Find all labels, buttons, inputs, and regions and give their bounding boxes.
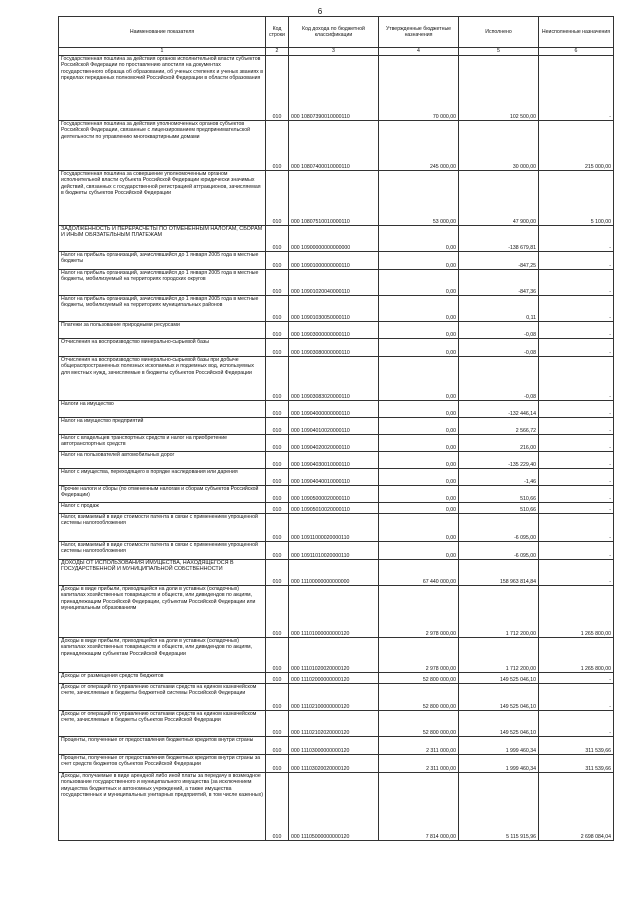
row-line-code: 010: [266, 56, 289, 121]
row-unexecuted: -: [539, 401, 614, 418]
row-income-code: 000 10904000000000110: [289, 401, 379, 418]
row-line-code: 010: [266, 469, 289, 486]
row-approved: 2 311 000,00: [379, 737, 459, 755]
row-approved: 0,00: [379, 452, 459, 469]
row-income-code: 000 10807390010000110: [289, 56, 379, 121]
row-income-code: 000 10904010020000110: [289, 418, 379, 435]
row-executed: -6 095,00: [459, 542, 539, 560]
row-executed: -847,36: [459, 270, 539, 296]
row-executed: -6 095,00: [459, 514, 539, 542]
row-executed: 149 525 046,10: [459, 684, 539, 711]
row-executed: 30 000,00: [459, 121, 539, 171]
table-row: [59, 711, 614, 737]
table-row: [59, 357, 614, 401]
row-income-code: 000 10900000000000000: [289, 226, 379, 252]
row-approved: 0,00: [379, 486, 459, 503]
row-unexecuted: 1 265 800,00: [539, 638, 614, 673]
table-row: [59, 542, 614, 560]
table-row: [59, 469, 614, 486]
row-approved: 53 000,00: [379, 171, 459, 226]
row-approved: 70 000,00: [379, 56, 459, 121]
row-income-code: 000 11101000000000120: [289, 586, 379, 638]
column-number: 4: [379, 48, 459, 56]
header-unexecuted: Неисполненные назначения: [539, 17, 614, 48]
row-name: Налог с владельцев транспортных средств и налог на приобретение автотранспортных средств: [59, 435, 266, 452]
row-approved: 0,00: [379, 339, 459, 357]
row-approved: 52 800 000,00: [379, 711, 459, 737]
row-unexecuted: -: [539, 469, 614, 486]
row-name: Доходы, получаемые в виде арендной либо иной платы за передачу в возмездное пользование государственного и муниципального имущества (за исключением имущества бюджетных и автономных учреждений, а также имущества государственных и муниципальных унитарных предприятий, в том числе казенных): [59, 773, 266, 841]
table-row: [59, 252, 614, 270]
column-number-row: [59, 48, 614, 56]
row-approved: 52 800 000,00: [379, 684, 459, 711]
row-name: Налог на пользователей автомобильных дорог: [59, 452, 266, 469]
row-line-code: 010: [266, 452, 289, 469]
table-row: [59, 503, 614, 514]
row-income-code: 000 10807510010000110: [289, 171, 379, 226]
row-approved: 0,00: [379, 252, 459, 270]
row-line-code: 010: [266, 339, 289, 357]
row-line-code: 010: [266, 252, 289, 270]
row-executed: 1 999 460,34: [459, 755, 539, 773]
row-name: Налог с имущества, переходящего в порядке наследования или дарения: [59, 469, 266, 486]
row-unexecuted: -: [539, 339, 614, 357]
row-executed: -847,25: [459, 252, 539, 270]
table-row: [59, 486, 614, 503]
row-line-code: 010: [266, 773, 289, 841]
row-approved: 0,00: [379, 418, 459, 435]
table-row: [59, 773, 614, 841]
row-executed: 1 712 200,00: [459, 638, 539, 673]
row-unexecuted: -: [539, 418, 614, 435]
row-line-code: 010: [266, 755, 289, 773]
row-income-code: 000 10904040010000110: [289, 469, 379, 486]
table-row: [59, 226, 614, 252]
row-approved: 0,00: [379, 435, 459, 452]
row-name: Налог с продаж: [59, 503, 266, 514]
column-number: 3: [289, 48, 379, 56]
row-line-code: 010: [266, 684, 289, 711]
row-unexecuted: -: [539, 226, 614, 252]
row-approved: 67 440 000,00: [379, 560, 459, 586]
table-row: [59, 452, 614, 469]
row-unexecuted: -: [539, 684, 614, 711]
header-executed: Исполнено: [459, 17, 539, 48]
row-income-code: 000 10911000020000110: [289, 514, 379, 542]
row-unexecuted: 2 698 084,04: [539, 773, 614, 841]
column-number: 1: [59, 48, 266, 56]
row-unexecuted: -: [539, 560, 614, 586]
row-line-code: 010: [266, 586, 289, 638]
row-executed: -1,46: [459, 469, 539, 486]
row-approved: 0,00: [379, 296, 459, 322]
row-approved: 0,00: [379, 401, 459, 418]
row-executed: 510,66: [459, 503, 539, 514]
row-income-code: 000 10901030050000110: [289, 296, 379, 322]
row-unexecuted: -: [539, 673, 614, 684]
row-executed: 149 525 046,10: [459, 711, 539, 737]
row-unexecuted: -: [539, 514, 614, 542]
row-income-code: 000 11105000000000120: [289, 773, 379, 841]
income-report-table: [58, 16, 614, 841]
row-name: Проценты, полученные от предоставления бюджетных кредитов внутри страны за счет средств бюджетов субъектов Российской Федерации: [59, 755, 266, 773]
row-income-code: 000 11102100000000120: [289, 684, 379, 711]
row-income-code: 000 10911010020000110: [289, 542, 379, 560]
row-unexecuted: 5 100,00: [539, 171, 614, 226]
row-income-code: 000 11100000000000000: [289, 560, 379, 586]
row-name: Доходы от операций по управлению остатками средств на едином казначейском счете, зачисляемые в бюджеты бюджетной системы Российской Федерации: [59, 684, 266, 711]
row-approved: 2 978 000,00: [379, 586, 459, 638]
row-approved: 0,00: [379, 542, 459, 560]
row-unexecuted: -: [539, 357, 614, 401]
column-number: 6: [539, 48, 614, 56]
row-income-code: 000 10905010020000110: [289, 503, 379, 514]
table-row: [59, 586, 614, 638]
row-approved: 0,00: [379, 270, 459, 296]
row-name: Налоги на имущество: [59, 401, 266, 418]
row-income-code: 000 10901020040000110: [289, 270, 379, 296]
row-line-code: 010: [266, 560, 289, 586]
table-row: [59, 322, 614, 339]
row-unexecuted: -: [539, 486, 614, 503]
row-income-code: 000 10807400010000110: [289, 121, 379, 171]
row-income-code: 000 10905000020000110: [289, 486, 379, 503]
row-executed: 158 963 814,84: [459, 560, 539, 586]
row-income-code: 000 10903080000000110: [289, 339, 379, 357]
row-approved: 0,00: [379, 226, 459, 252]
row-line-code: 010: [266, 673, 289, 684]
row-unexecuted: -: [539, 322, 614, 339]
row-line-code: 010: [266, 737, 289, 755]
row-name: ЗАДОЛЖЕННОСТЬ И ПЕРЕРАСЧЕТЫ ПО ОТМЕНЕННЫМ НАЛОГАМ, СБОРАМ И ИНЫМ ОБЯЗАТЕЛЬНЫМ ПЛАТЕЖАМ: [59, 226, 266, 252]
row-line-code: 010: [266, 121, 289, 171]
row-unexecuted: 1 265 800,00: [539, 586, 614, 638]
row-unexecuted: -: [539, 542, 614, 560]
row-line-code: 010: [266, 514, 289, 542]
row-income-code: 000 10903083020000110: [289, 357, 379, 401]
row-executed: -0,08: [459, 339, 539, 357]
row-line-code: 010: [266, 357, 289, 401]
table-row: [59, 514, 614, 542]
header-income-code: Код дохода по бюджетной классификации: [289, 17, 379, 48]
row-line-code: 010: [266, 296, 289, 322]
header-name: Наименование показателя: [59, 17, 266, 48]
row-executed: -0,08: [459, 322, 539, 339]
row-name: Доходы от размещения средств бюджетов: [59, 673, 266, 684]
row-income-code: 000 10903000000000110: [289, 322, 379, 339]
row-income-code: 000 11103020020000120: [289, 755, 379, 773]
row-name: Платежи за пользование природными ресурсами: [59, 322, 266, 339]
row-executed: -132 446,14: [459, 401, 539, 418]
row-approved: 0,00: [379, 503, 459, 514]
row-line-code: 010: [266, 418, 289, 435]
row-name: Доходы от операций по управлению остатками средств на едином казначейском счете, зачисляемые в бюджеты субъектов Российской Федерации: [59, 711, 266, 737]
row-executed: -0,08: [459, 357, 539, 401]
table-row: [59, 121, 614, 171]
row-approved: 0,00: [379, 357, 459, 401]
column-number: 5: [459, 48, 539, 56]
row-executed: 510,66: [459, 486, 539, 503]
row-approved: 2 311 000,00: [379, 755, 459, 773]
row-name: Налог на прибыль организаций, зачислявшийся до 1 января 2005 года в местные бюджеты, мобилизуемый на территориях городских округов: [59, 270, 266, 296]
row-name: Прочие налоги и сборы (по отмененным налогам и сборам субъектов Российской Федерации): [59, 486, 266, 503]
row-unexecuted: -: [539, 435, 614, 452]
table-row: [59, 755, 614, 773]
row-line-code: 010: [266, 503, 289, 514]
table-row: [59, 270, 614, 296]
header-line-code: Код строки: [266, 17, 289, 48]
row-executed: 2 566,72: [459, 418, 539, 435]
row-name: Налог на прибыль организаций, зачислявшийся до 1 января 2005 года в местные бюджеты, мобилизуемый на территориях муниципальных районов: [59, 296, 266, 322]
row-name: Доходы в виде прибыли, приходящейся на доли в уставных (складочных) капиталах хозяйственных товариществ и обществ, или дивидендов по акциям, принадлежащим Российской Федерации, субъектам Российской Федерации или муниципальным образованиям: [59, 586, 266, 638]
row-approved: 245 000,00: [379, 121, 459, 171]
row-executed: -135 229,40: [459, 452, 539, 469]
row-executed: 216,00: [459, 435, 539, 452]
row-unexecuted: -: [539, 296, 614, 322]
row-name: Государственная пошлина за совершение уполномоченным органом исполнительной власти субъекта Российской Федерации юридически значимых действий, связанных с государственной регистрацией аттракционов, зачисляемая в бюджеты субъектов Российской Федерации: [59, 171, 266, 226]
row-unexecuted: 311 539,66: [539, 737, 614, 755]
row-approved: 2 978 000,00: [379, 638, 459, 673]
table-row: [59, 418, 614, 435]
row-approved: 0,00: [379, 469, 459, 486]
row-unexecuted: -: [539, 711, 614, 737]
row-name: ДОХОДЫ ОТ ИСПОЛЬЗОВАНИЯ ИМУЩЕСТВА, НАХОДЯЩЕГОСЯ В ГОСУДАРСТВЕННОЙ И МУНИЦИПАЛЬНОЙ СОБСТВЕННОСТИ: [59, 560, 266, 586]
row-line-code: 010: [266, 711, 289, 737]
page-number: 6: [317, 7, 323, 16]
row-line-code: 010: [266, 401, 289, 418]
row-executed: 1 999 460,34: [459, 737, 539, 755]
row-name: Государственная пошлина за действия уполномоченных органов субъектов Российской Федерации, связанные с лицензированием предпринимательской деятельности по управлению многоквартирными домами: [59, 121, 266, 171]
row-unexecuted: -: [539, 56, 614, 121]
table-row: [59, 56, 614, 121]
row-name: Налог на прибыль организаций, зачислявшийся до 1 января 2005 года в местные бюджеты: [59, 252, 266, 270]
column-number: 2: [266, 48, 289, 56]
row-approved: 7 814 000,00: [379, 773, 459, 841]
row-income-code: 000 11102000000000120: [289, 673, 379, 684]
row-line-code: 010: [266, 270, 289, 296]
row-unexecuted: 311 539,66: [539, 755, 614, 773]
row-executed: 149 525 046,10: [459, 673, 539, 684]
row-unexecuted: -: [539, 503, 614, 514]
row-unexecuted: -: [539, 252, 614, 270]
row-executed: 0,11: [459, 296, 539, 322]
header-approved: Утвержденные бюджетные назначения: [379, 17, 459, 48]
row-name: Налог, взимаемый в виде стоимости патента в связи с применением упрощенной системы налогообложения: [59, 514, 266, 542]
row-unexecuted: -: [539, 452, 614, 469]
row-name: Налог, взимаемый в виде стоимости патента в связи с применением упрощенной системы налогообложения: [59, 542, 266, 560]
row-name: Доходы в виде прибыли, приходящейся на доли в уставных (складочных) капиталах хозяйственных товариществ и обществ, или дивидендов по акциям, принадлежащим субъектам Российской Федерации: [59, 638, 266, 673]
row-name: Отчисления на воспроизводство минерально-сырьевой базы: [59, 339, 266, 357]
table-row: [59, 435, 614, 452]
row-line-code: 010: [266, 226, 289, 252]
table-row: [59, 737, 614, 755]
table-row: [59, 684, 614, 711]
row-line-code: 010: [266, 435, 289, 452]
row-line-code: 010: [266, 322, 289, 339]
row-approved: 0,00: [379, 322, 459, 339]
row-line-code: 010: [266, 542, 289, 560]
row-executed: 5 115 915,96: [459, 773, 539, 841]
row-income-code: 000 10901000000000110: [289, 252, 379, 270]
row-executed: 102 500,00: [459, 56, 539, 121]
table-row: [59, 638, 614, 673]
table-row: [59, 560, 614, 586]
table-row: [59, 339, 614, 357]
row-approved: 0,00: [379, 514, 459, 542]
row-income-code: 000 11102102020000120: [289, 711, 379, 737]
row-name: Проценты, полученные от предоставления бюджетных кредитов внутри страны: [59, 737, 266, 755]
row-executed: -138 679,81: [459, 226, 539, 252]
header-row: [59, 17, 614, 48]
table-row: [59, 296, 614, 322]
table-row: [59, 171, 614, 226]
row-income-code: 000 11103000000000120: [289, 737, 379, 755]
row-name: Налог на имущество предприятий: [59, 418, 266, 435]
row-line-code: 010: [266, 171, 289, 226]
row-line-code: 010: [266, 486, 289, 503]
row-executed: 1 712 200,00: [459, 586, 539, 638]
table-row: [59, 673, 614, 684]
row-name: Отчисления на воспроизводство минерально-сырьевой базы при добыче общераспространенных полезных ископаемых и подземных вод, используемых для местных нужд, зачисляемые в бюджеты субъектов Российской Федерации: [59, 357, 266, 401]
row-name: Государственная пошлина за действия органов исполнительной власти субъектов Российской Федерации по проставлению апостиля на документах государственного образца об образовании, об ученых степенях и ученых званиях в пределах переданных полномочий Российской Федерации в области образования: [59, 56, 266, 121]
row-income-code: 000 10904020020000110: [289, 435, 379, 452]
row-unexecuted: 215 000,00: [539, 121, 614, 171]
row-income-code: 000 11101020020000120: [289, 638, 379, 673]
table-row: [59, 401, 614, 418]
row-income-code: 000 10904030010000110: [289, 452, 379, 469]
row-approved: 52 800 000,00: [379, 673, 459, 684]
row-line-code: 010: [266, 638, 289, 673]
row-unexecuted: -: [539, 270, 614, 296]
row-executed: 47 900,00: [459, 171, 539, 226]
